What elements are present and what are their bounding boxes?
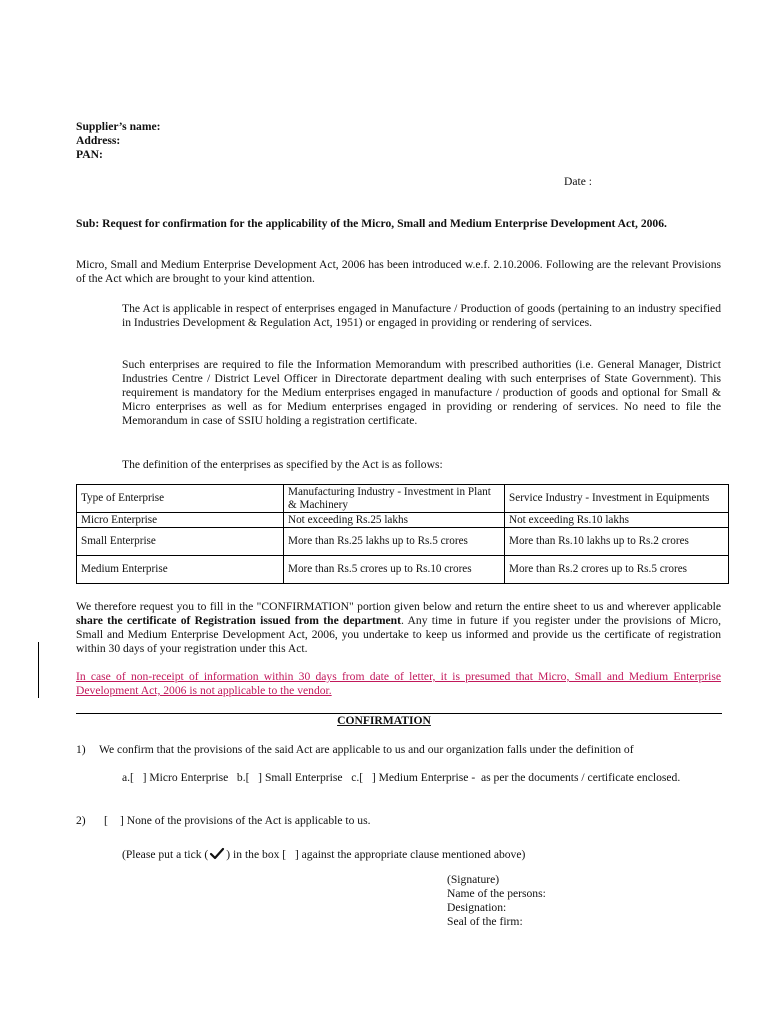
intro-paragraph: Micro, Small and Medium Enterprise Development Act, 2006 has been introduced w.e.f. 2.10.2006. Following are the relevant Provisions of the Act which are brought to your kind attention. — [76, 258, 721, 285]
tick-instruction — [122, 847, 525, 865]
designation-label: Designation: — [447, 901, 507, 914]
confirmation-title: CONFIRMATION — [337, 714, 431, 727]
table-cell: Medium Enterprise — [77, 556, 284, 584]
table-cell: Small Enterprise — [77, 528, 284, 556]
enterprise-definition-table — [76, 484, 729, 584]
item-1-options: a.[ ] Micro Enterprise b.[ ] Small Enterprise c.[ ] Medium Enterprise - as per the documents / certificate enclosed. — [122, 771, 681, 784]
signature-label: (Signature) — [447, 873, 500, 886]
name-of-persons-label: Name of the persons: — [447, 887, 546, 900]
table-cell: Micro Enterprise — [77, 513, 284, 528]
item-2-number: 2) — [76, 814, 86, 827]
table-cell: More than Rs.2 crores up to Rs.5 crores — [505, 556, 729, 584]
signature-block — [447, 873, 707, 929]
margin-change-bar — [38, 642, 39, 698]
item-1-text: We confirm that the provisions of the said Act are applicable to us and our organization falls under the definition of — [99, 743, 634, 756]
table-cell: Not exceeding Rs.10 lakhs — [505, 513, 729, 528]
request-paragraph — [76, 600, 721, 656]
provision-paragraph-2: Such enterprises are required to file the Information Memorandum with prescribed authorities (i.e. General Manager, District Industries Centre / District Level Officer in Directorate department dealing with such enterprises of State Government). This requirement is mandatory for the Medium enterprises engaged in manufacture / production of goods and optional for Small & Micro enterprises as well as for Medium enterprises engaged in providing or rendering of services. No need to file the Memorandum in case of SSIU holding a registration certificate. — [122, 358, 721, 427]
seal-label: Seal of the firm: — [447, 915, 523, 928]
supplier-details — [76, 120, 376, 162]
request-text-cont: . Any time in future if you register under the provisions of Micro, Small and Medium Enterprise Development Act, 2006, you undertake to keep us informed and provide us the certificate of registration within 30 days of your registration under this Act. — [76, 614, 721, 655]
table-row — [77, 513, 729, 528]
table-cell: More than Rs.5 crores up to Rs.10 crores — [284, 556, 505, 584]
tick-instruction-start: (Please put a tick ( — [122, 848, 209, 861]
request-text: We therefore request you to fill in the "CONFIRMATION" portion given below and return the entire sheet to us and wherever applicable — [76, 600, 721, 613]
non-receipt-notice: In case of non-receipt of information within 30 days from date of letter, it is presumed that Micro, Small and Medium Enterprise Development Act, 2006 is not applicable to the vendor. — [76, 670, 721, 697]
item-1-number: 1) — [76, 743, 86, 756]
address-label: Address: — [76, 134, 121, 147]
table-header-row — [77, 485, 729, 513]
tick-instruction-end: ) in the box [ ] against the appropriate clause mentioned above) — [226, 848, 526, 861]
table-row — [77, 556, 729, 584]
provision-paragraph-1: The Act is applicable in respect of enterprises engaged in Manufacture / Production of goods (pertaining to an industry specified in Industries Development & Regulation Act, 1951) or engaged in providing or rendering of services. — [122, 302, 721, 329]
checkmark-icon — [209, 847, 225, 865]
table-row — [77, 528, 729, 556]
definition-intro: The definition of the enterprises as specified by the Act is as follows: — [122, 458, 443, 471]
table-header-cell: Type of Enterprise — [77, 485, 284, 513]
item-2-checkbox: [ — [104, 814, 108, 827]
supplier-name-label: Supplier’s name: — [76, 120, 161, 133]
date-label: Date : — [564, 175, 593, 188]
table-header-cell: Service Industry - Investment in Equipments — [505, 485, 729, 513]
item-2-text: ] None of the provisions of the Act is applicable to us. — [120, 814, 371, 827]
table-cell: Not exceeding Rs.25 lakhs — [284, 513, 505, 528]
table-header-cell: Manufacturing Industry - Investment in Plant & Machinery — [284, 485, 505, 513]
pan-label: PAN: — [76, 148, 103, 161]
table-cell: More than Rs.10 lakhs up to Rs.2 crores — [505, 528, 729, 556]
request-emphasis: share the certificate of Registration issued from the department — [76, 614, 401, 627]
table-cell: More than Rs.25 lakhs up to Rs.5 crores — [284, 528, 505, 556]
subject-line: Sub: Request for confirmation for the applicability of the Micro, Small and Medium Enterprise Development Act, 2006. — [76, 217, 667, 230]
